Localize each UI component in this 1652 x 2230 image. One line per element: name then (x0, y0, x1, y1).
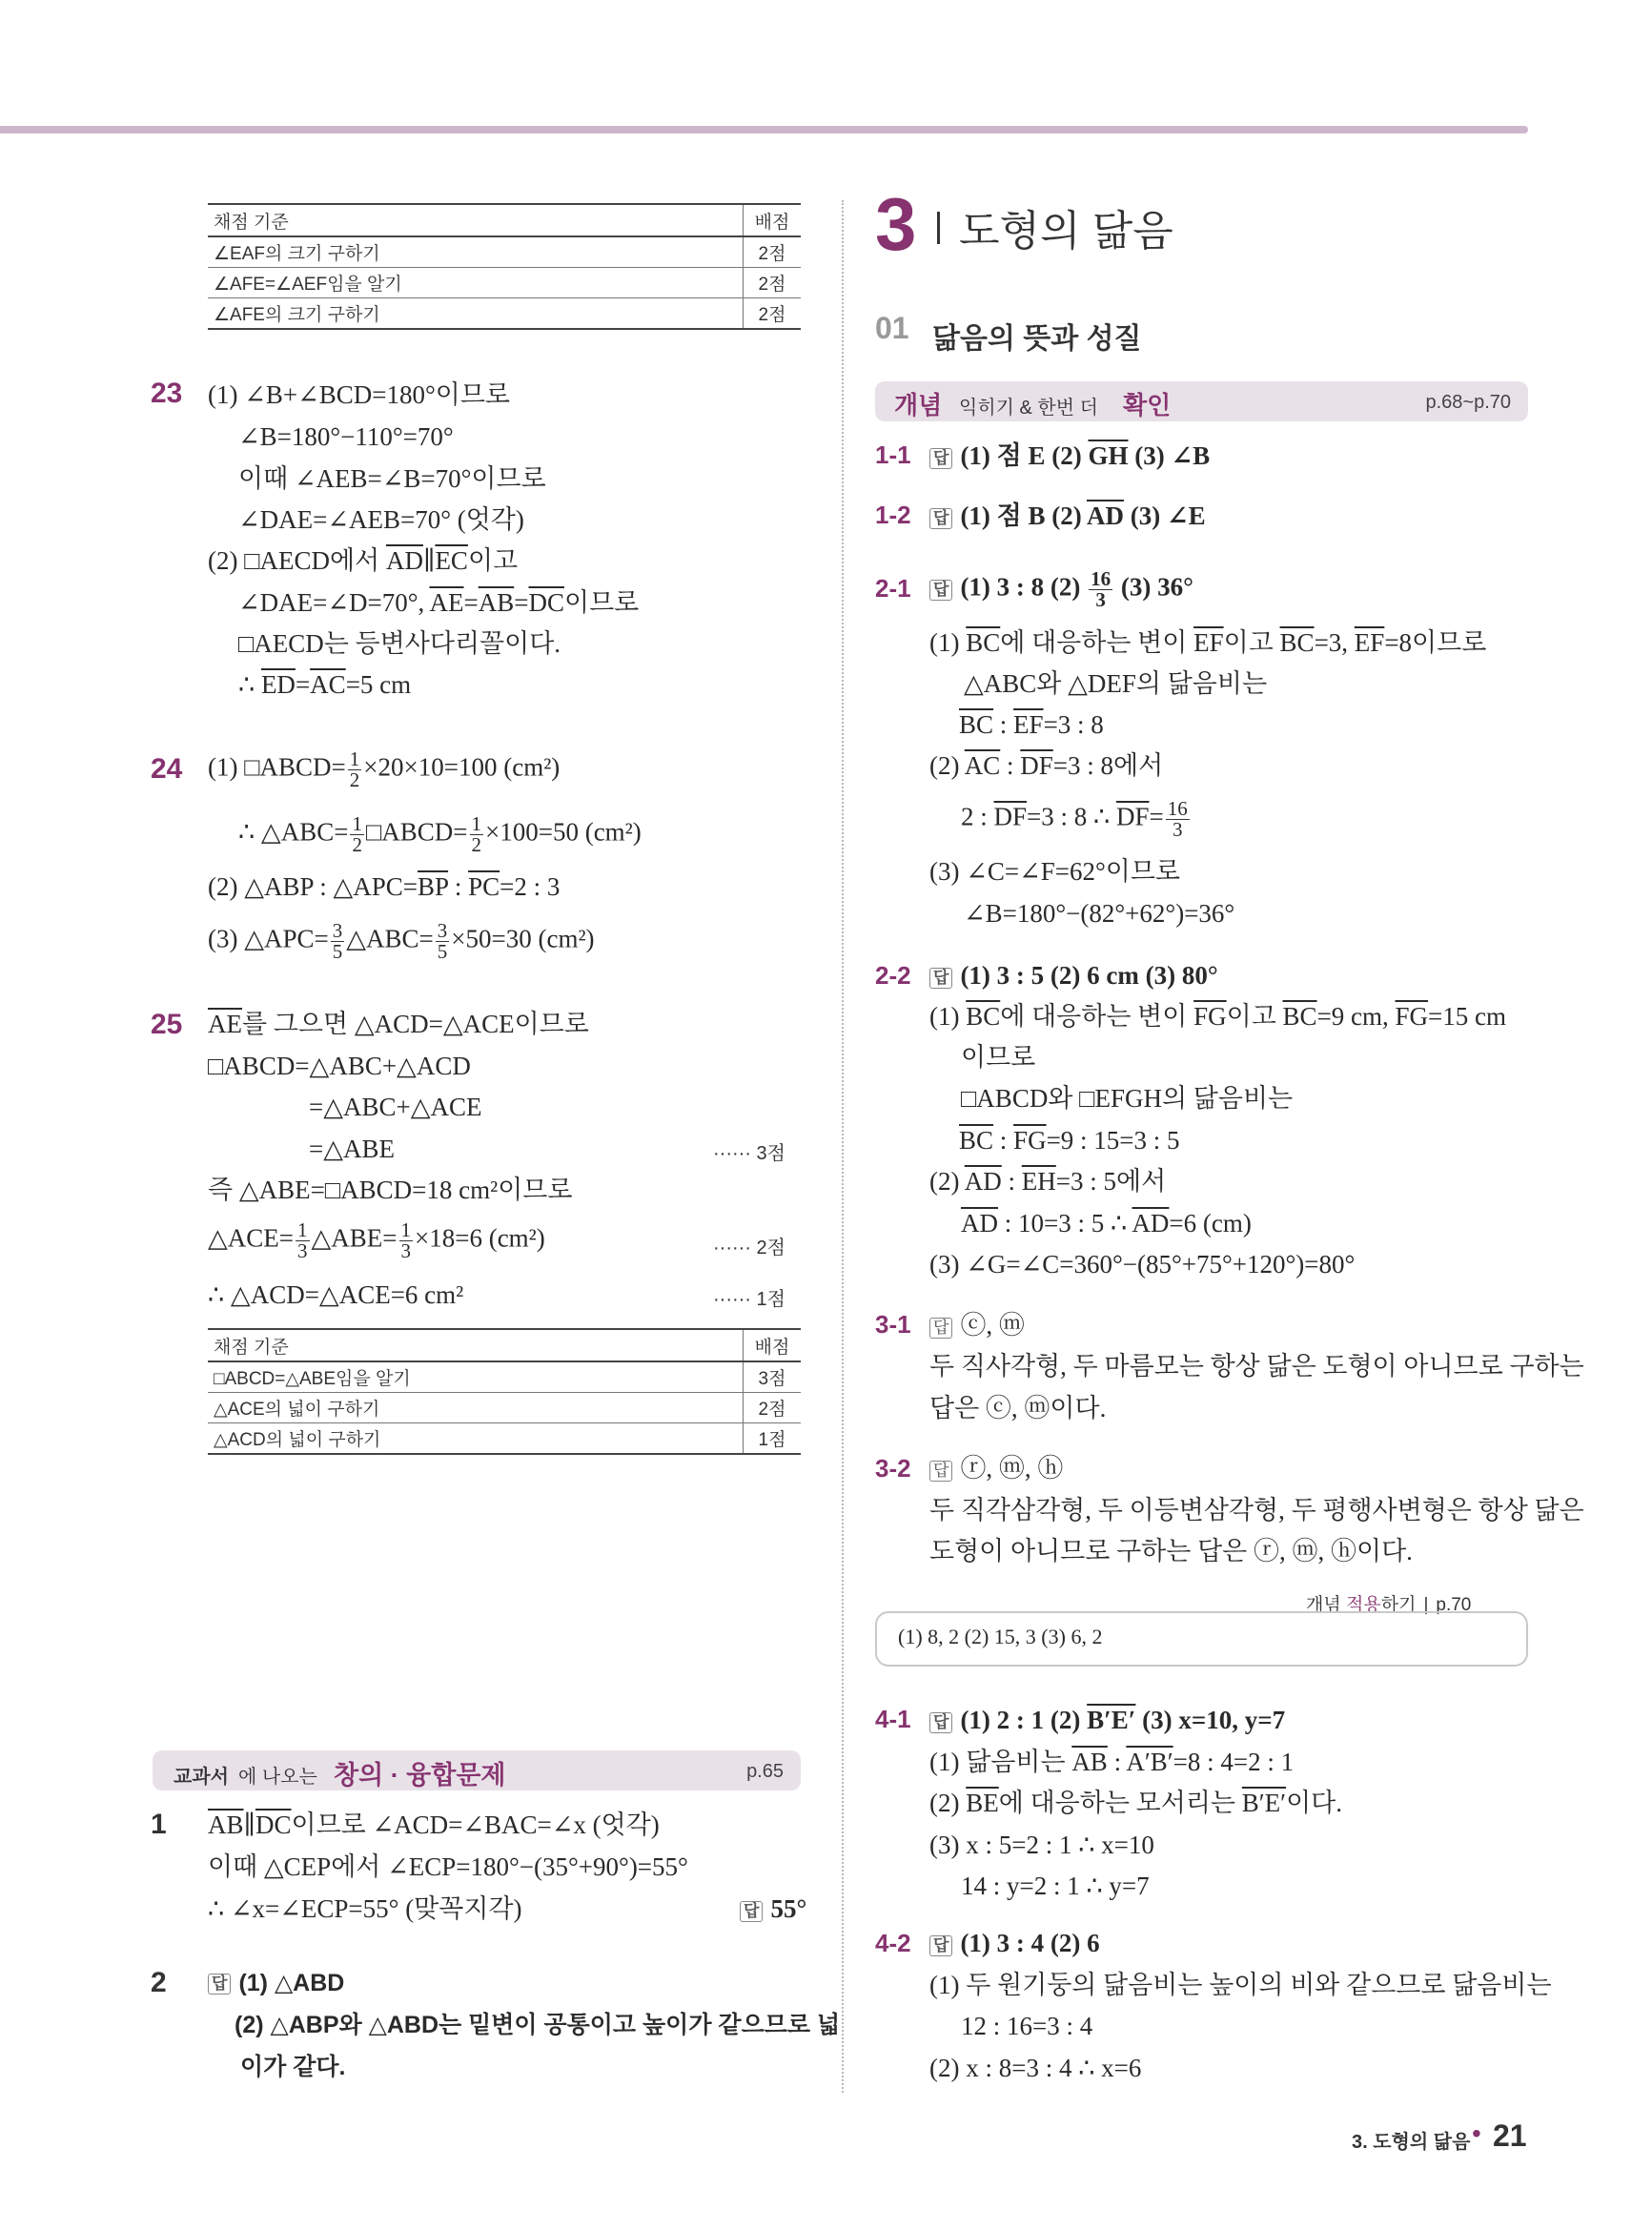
solution-line: 답은 ⓒ, ⓜ이다. (929, 1394, 1107, 1422)
solution-line: ∠DAE=∠D=70°, $\overline{AE}=\overline{AB}=\overline{DC}$이므로 (238, 588, 640, 617)
table-row (208, 236, 801, 268)
solution-line: (1) □ABCD= $\frac{1}{2}$ ×20×10=100 (cm²) (208, 747, 561, 791)
apply-box-content: (1) 8, 2 (2) 15, 3 (3) 6, 2 (898, 1625, 1103, 1648)
apply-box-label: 개념 적용하기 | p.70 (1306, 1595, 1472, 1615)
solution-line: (2) △ABP : $\triangle APC=\overline{BP}$ : $\overline{PC}=2$ : 3 (208, 872, 561, 901)
table-cell: □ABCD=△ABE임을 알기 (208, 1361, 744, 1393)
solution-line: 이때 △CEP에서 ∠ECP=180°−(35°+90°)=55° (208, 1852, 688, 1881)
chapter-divider (937, 212, 940, 244)
table-header: 배점 (744, 204, 802, 236)
answer: 답 55° (740, 1892, 806, 1926)
answer: 답 (1) 3 : 4 (2) 6 (929, 1926, 1100, 1960)
table-row (208, 1393, 801, 1423)
answer-badge: 답 (929, 968, 952, 989)
solution-line: ∠B=180°−110°=70° (238, 422, 454, 451)
solution-line: $\overline{AB}\parallel\overline{DC}$이므로 ∠ACD=∠BAC=∠x (엇각) (208, 1811, 660, 1839)
table-cell: ∠AFE=∠AEF임을 알기 (208, 268, 744, 298)
banner-label: 개념 (894, 391, 943, 419)
solution-line: (1) 닮음비는 $\overline{AB}$ : A′B′=8 : 4=2 : 1 (929, 1748, 1295, 1776)
solution-line: □ABCD와 □EFGH의 닮음비는 (961, 1084, 1294, 1113)
banner-label: 교과서 (173, 1767, 229, 1788)
score-note: ······ 3점 (713, 1143, 785, 1164)
problem-number: 2 (151, 1967, 167, 1998)
table-header: 배점 (744, 1329, 802, 1361)
answer-badge: 답 (740, 1901, 763, 1922)
solution-line: ∴ ∠x=∠ECP=55° (맞꼭지각) (208, 1894, 522, 1923)
solution-line: 두 직사각형, 두 마름모는 항상 닮은 도형이 아니므로 구하는 (929, 1352, 1584, 1381)
problem-number: 3-1 (875, 1310, 911, 1339)
solution-line: $\overline{AE}$를 그으면 △ACD=△ACE이므로 (208, 1010, 589, 1038)
problem-number: 2-1 (875, 574, 911, 603)
section-number: 01 (875, 311, 909, 345)
solution-line: (2) $\overline{AD}$ : $\overline{EH}=3$ : 5에서 (929, 1167, 1167, 1196)
problem-number: 25 (151, 1009, 183, 1040)
banner-label: 익히기 & 한번 더 (959, 398, 1098, 419)
scoring-table-22 (208, 203, 801, 330)
solution-line: (1) $\overline{BC}$에 대응하는 변이 $\overline{EF}$이고 $\overline{BC}=3$, $\overline{EF}=8$이므로 (929, 628, 1487, 657)
answer: 답 (1) 점 B (2) $\overline{AD}$ (3) ∠E (929, 499, 1206, 533)
creative-problems-banner (153, 1750, 801, 1790)
solution-line: (2) □AECD에서 $\overline{AD}\parallel\overline{EC}$이고 (208, 546, 519, 575)
table-cell: 3점 (744, 1361, 802, 1393)
concept-banner (875, 381, 1528, 421)
scoring-table-25 (208, 1328, 801, 1455)
fraction: $\frac{16}{3}$ (1091, 567, 1112, 611)
solution-line: ∴ △ABC= $\frac{1}{2}$ □ABCD= $\frac{1}{2}$ ×100=50 (cm²) (238, 812, 642, 856)
section-title: 닮음의 뜻과 성질 (932, 323, 1142, 355)
chapter-number: 3 (875, 182, 917, 266)
table-row (208, 1423, 801, 1455)
footer-chapter-label: 3. 도형의 닮음 (1352, 2132, 1471, 2153)
answer: 답 (1) 3 : 8 (2) $\frac{16}{3}$ (3) 36° (929, 569, 1193, 610)
table-row (208, 1361, 801, 1393)
table-cell: ∠AFE의 크기 구하기 (208, 298, 744, 330)
solution-line: $\overline{BC}$ : $\overline{FG}=9$ : 15=3 : 5 (959, 1126, 1180, 1155)
solution-line: ∴ △ACD=△ACE=6 cm² (208, 1280, 464, 1309)
solution-line: (2) $\overline{BE}$에 대응하는 모서리는 B′E′이다. (929, 1789, 1342, 1817)
solution-line: (2) $\overline{AC}$ : $\overline{DF}=3$ : 8에서 (929, 751, 1164, 780)
answer-badge: 답 (929, 1461, 952, 1482)
fraction: $\frac{1}{2}$ (352, 812, 362, 856)
problem-number: 3-2 (875, 1454, 911, 1483)
banner-title: 창의 · 융합문제 (334, 1761, 506, 1790)
fraction: $\frac{3}{5}$ (437, 919, 448, 963)
answer-badge: 답 (929, 1935, 952, 1956)
answer: 답 (1) 3 : 5 (2) 6 cm (3) 80° (929, 958, 1218, 992)
solution-line: (1) 두 원기둥의 닮음비는 높이의 비와 같으므로 닮음비는 (929, 1971, 1552, 1999)
answer-line: 이가 같다. (240, 2054, 346, 2080)
solution-line: (3) ∠C=∠F=62°이므로 (929, 857, 1181, 886)
solution-line: 두 직각삼각형, 두 이등변삼각형, 두 평행사변형은 항상 닮은 (929, 1496, 1584, 1524)
solution-line: (1) ∠B+∠BCD=180°이므로 (208, 380, 511, 409)
solution-line: 이때 ∠AEB=∠B=70°이므로 (238, 464, 546, 493)
answer: 답 (1) 2 : 1 (2) B′E′ (3) x=10, y=7 (929, 1703, 1285, 1737)
table-cell: ∠EAF의 크기 구하기 (208, 236, 744, 268)
problem-number: 1 (151, 1809, 167, 1840)
table-cell: 2점 (744, 298, 802, 330)
score-note: ······ 2점 (713, 1238, 785, 1258)
score-note: ······ 1점 (713, 1289, 785, 1310)
table-row (208, 298, 801, 330)
solution-line: (2) x : 8=3 : 4 ∴ x=6 (929, 2054, 1142, 2082)
problem-number: 1-1 (875, 440, 911, 469)
fraction: $\frac{1}{2}$ (471, 812, 481, 856)
solution-line: =△ABC+△ACE (309, 1093, 482, 1121)
solution-line: 2 : $\overline{DF}=3$ : 8 ∴ $\overline{DF}=$ $\frac{16}{3}$ (961, 797, 1188, 841)
fraction: $\frac{16}{3}$ (1167, 797, 1188, 841)
solution-line: ∠DAE=∠AEB=70° (엇각) (238, 505, 524, 534)
page-reference: p.68~p.70 (1425, 392, 1511, 413)
apply-box (875, 1611, 1528, 1667)
page-number: 21 (1493, 2118, 1527, 2153)
solution-line: $\overline{BC}$ : $\overline{EF}=3$ : 8 (959, 710, 1104, 739)
table-cell: △ACD의 넓이 구하기 (208, 1423, 744, 1455)
fraction: $\frac{1}{3}$ (400, 1218, 411, 1262)
solution-line: ∠B=180°−(82°+62°)=36° (964, 899, 1235, 928)
table-header: 채점 기준 (208, 204, 744, 236)
answer-line: (2) △ABP와 △ABD는 밑변이 공통이고 높이가 같으므로 넓 (235, 2012, 841, 2038)
solution-line: (1) $\overline{BC}$에 대응하는 변이 $\overline{FG}$이고 $\overline{BC}=9$ cm, $\overline{FG}=15$ cm (929, 1002, 1507, 1031)
solution-line: (3) ∠G=∠C=360°−(85°+75°+120°)=80° (929, 1250, 1356, 1279)
chapter-title: 도형의 닮음 (959, 208, 1173, 255)
solution-line: □ABCD=△ABC+△ACD (208, 1052, 471, 1080)
solution-line: 즉 △ABE=□ABCD=18 cm²이므로 (208, 1176, 573, 1204)
solution-line: $\overline{AD}$ : 10=3 : 5 ∴ $\overline{AD}=6$ (cm) (961, 1209, 1252, 1238)
fraction: $\frac{1}{3}$ (297, 1218, 308, 1262)
solution-line: □AECD는 등변사다리꼴이다. (238, 629, 561, 658)
solution-line: =△ABE (309, 1135, 395, 1163)
solution-line: △ACE= $\frac{1}{3}$ △ABE= $\frac{1}{3}$ ×18=6 (cm²) (208, 1218, 545, 1262)
answer-badge: 답 (929, 508, 952, 529)
problem-number: 2-2 (875, 961, 911, 990)
fraction: $\frac{3}{5}$ (332, 919, 343, 963)
table-cell: 2점 (744, 268, 802, 298)
fraction: $\frac{1}{2}$ (349, 747, 360, 791)
answer-badge: 답 (929, 580, 952, 601)
problem-number: 23 (151, 378, 183, 409)
table-row (208, 268, 801, 298)
answer: 답 (1) △ABD (208, 1966, 344, 2000)
problem-number: 24 (151, 753, 183, 785)
answer-badge: 답 (929, 1318, 952, 1339)
top-decorative-bar (0, 126, 1528, 133)
solution-line: (3) x : 5=2 : 1 ∴ x=10 (929, 1831, 1154, 1859)
solution-line: 12 : 16=3 : 4 (961, 2012, 1093, 2040)
table-cell: △ACE의 넓이 구하기 (208, 1393, 744, 1423)
solution-line: (3) △APC= $\frac{3}{5}$ △ABC= $\frac{3}{5}$ ×50=30 (cm²) (208, 919, 595, 963)
solution-line: △ABC와 △DEF의 닮음비는 (964, 669, 1268, 698)
answer: 답 ⓡ, ⓜ, ⓗ (929, 1451, 1063, 1485)
footer-bullet: • (1472, 2118, 1481, 2148)
table-cell: 1점 (744, 1423, 802, 1455)
table-cell: 2점 (744, 1393, 802, 1423)
problem-number: 4-2 (875, 1929, 911, 1957)
answer: 답 (1) 점 E (2) $\overline{GH}$ (3) ∠B (929, 439, 1210, 473)
answer-badge: 답 (929, 448, 952, 469)
table-header: 채점 기준 (208, 1329, 744, 1361)
solution-line: 14 : y=2 : 1 ∴ y=7 (961, 1872, 1150, 1900)
solution-line: 이므로 (961, 1043, 1036, 1072)
banner-label: 에 나오는 (238, 1767, 317, 1788)
solution-line: ∴ $\overline{ED}=\overline{AC}=5$ cm (238, 670, 412, 699)
table-cell: 2점 (744, 236, 802, 268)
answer: 답 ⓒ, ⓜ (929, 1308, 1025, 1342)
column-divider (842, 200, 844, 2093)
banner-title: 확인 (1123, 391, 1172, 419)
problem-number: 1-2 (875, 501, 911, 529)
solution-line: 도형이 아니므로 구하는 답은 ⓡ, ⓜ, ⓗ이다. (929, 1537, 1413, 1565)
answer-badge: 답 (929, 1712, 952, 1733)
page-reference: p.65 (746, 1761, 784, 1782)
answer-badge: 답 (208, 1974, 231, 1995)
problem-number: 4-1 (875, 1705, 911, 1733)
